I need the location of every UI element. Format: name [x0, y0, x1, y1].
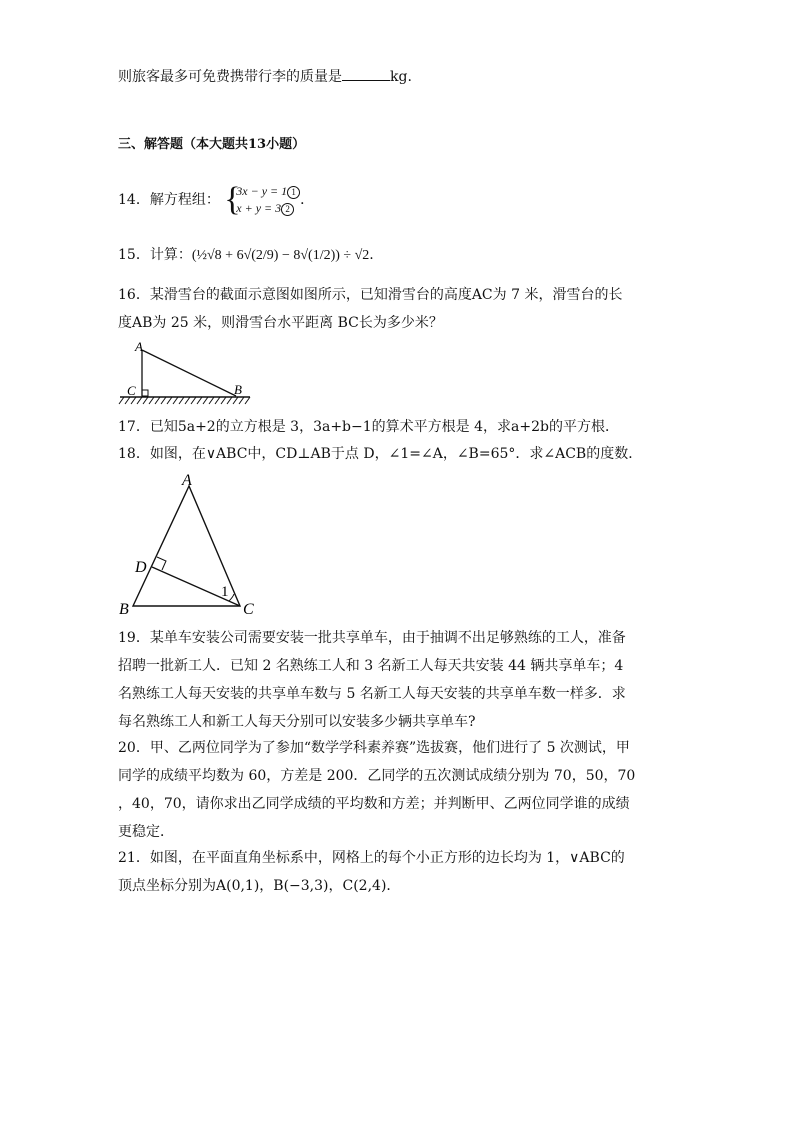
label-a: A: [182, 472, 192, 489]
question-19-line: 招聘一批新工人．已知 2 名熟练工人和 3 名新工人每天共安装 44 辆共享单车；4: [118, 658, 624, 674]
question-16-line-2: 度AB为 25 米，则滑雪台水平距离 BC长为多少米？: [118, 315, 443, 331]
question-19-line: 每名熟练工人和新工人每天分别可以安装多少辆共享单车?: [118, 714, 476, 730]
question-18: 18．如图，在∨ABC中，CD⊥AB于点 D，∠1=∠A，∠B=65°．求∠ACB的度数．: [118, 446, 643, 462]
question-21-line: 顶点坐标分别为A(0,1)，B(−3,3)，C(2,4)．: [118, 878, 401, 894]
label-c: C: [127, 383, 136, 398]
answer-blank: [342, 68, 390, 81]
question-16-line-1: 16．某滑雪台的截面示意图如图所示，已知滑雪台的高度AC为 7 米，滑雪台的长: [118, 287, 623, 303]
q14-end: ．: [300, 192, 315, 208]
q15-expression: (½√8 + 6√(2/9) − 8√(1/2)) ÷ √2: [191, 248, 370, 263]
equation-system: [224, 183, 300, 217]
label-d: D: [135, 559, 147, 576]
q13-text: 则旅客最多可免费携带行李的质量是: [118, 69, 342, 85]
q14-number: 14．: [118, 192, 150, 208]
right-angle-mark: [157, 557, 166, 570]
ski-slope-figure: [118, 338, 253, 410]
question-19-line: 19．某单车安装公司需要安装一批共享单车，由于抽调不出足够熟练的工人，准备: [118, 630, 626, 646]
question-20-line: ，40，70，请你求出乙同学成绩的平均数和方差；并判断甲、乙两位同学谁的成绩: [118, 796, 630, 812]
circle-mark-2: 2: [281, 203, 294, 216]
question-15: [118, 240, 374, 270]
q15-number: 15．: [118, 247, 150, 263]
question-20-line: 20．甲、乙两位同学为了参加“数学学科素养赛”选拔赛，他们进行了 5 次测试，甲: [118, 740, 630, 756]
label-a: A: [135, 339, 143, 354]
q13-tail: [118, 67, 412, 87]
question-14: [118, 180, 314, 220]
question-17: 17．已知5a+2的立方根是 3，3a+b−1的算术平方根是 4，求a+2b的平方根．: [118, 419, 619, 435]
label-angle-1: 1: [221, 584, 229, 600]
q13-end: .: [407, 69, 412, 85]
left-brace: {: [224, 181, 241, 218]
label-b: B: [119, 601, 129, 618]
ground-hatching: [119, 397, 250, 404]
equation-1: 3x − y = 1: [236, 184, 288, 198]
question-20-line: 更稳定．: [118, 824, 174, 840]
right-angle-mark: [142, 390, 148, 396]
q15-text: 计算：: [149, 247, 192, 263]
label-b: B: [234, 382, 242, 397]
q13-unit: kg: [390, 69, 408, 85]
equation-2: x + y = 3: [236, 201, 282, 215]
q14-text: 解方程组：: [149, 192, 220, 208]
angle-1-arc: [229, 594, 234, 601]
triangle-abc-figure: [115, 468, 275, 618]
question-20-line: 同学的成绩平均数为 60，方差是 200．乙同学的五次测试成绩分别为 70，50，70: [118, 768, 636, 784]
question-19-line: 名熟练工人每天安装的共享单车数与 5 名新工人每天安装的共享单车数一样多．求: [118, 686, 626, 702]
section-title: 三、解答题（本大题共13小题）: [118, 137, 306, 152]
segment-ab: [142, 350, 236, 396]
q15-end: .: [369, 247, 374, 263]
circle-mark-1: 1: [287, 186, 300, 199]
label-c: C: [243, 601, 254, 618]
question-21-line: 21．如图，在平面直角坐标系中，网格上的每个小正方形的边长均为 1，∨ABC的: [118, 850, 625, 866]
